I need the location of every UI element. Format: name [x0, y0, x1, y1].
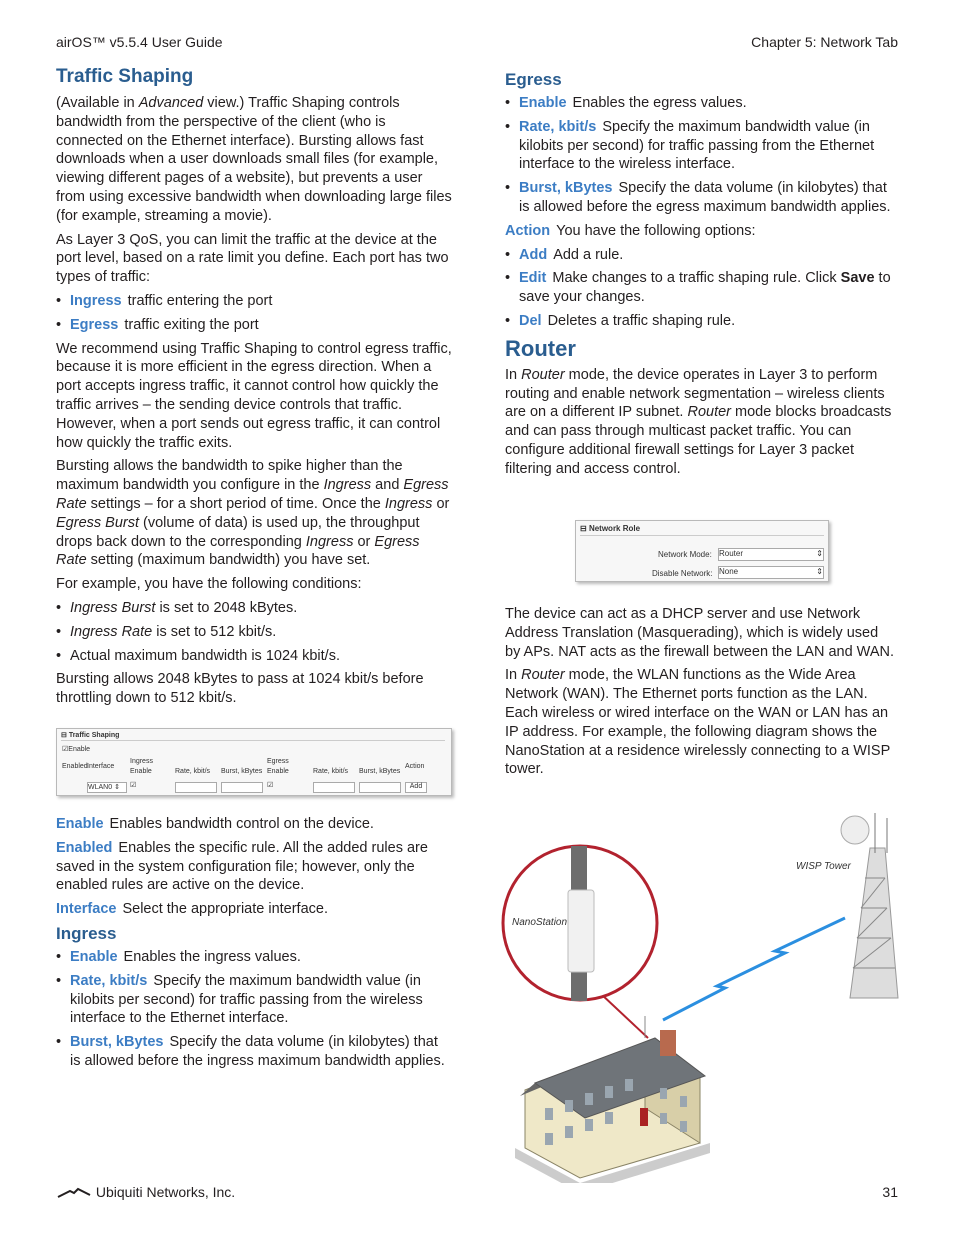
nanostation-device [568, 890, 594, 972]
list-item: • Enable Enables the egress values. [505, 94, 897, 113]
panel-title: ⊟ Traffic Shaping [61, 732, 120, 739]
list [56, 948, 452, 1071]
list-item: • Rate, kbit/s Specify the maximum bandwidth value (in kilobits per second) for traffic passing from the Ethernet interface to the wireless interface. [505, 118, 897, 174]
traffic-shaping-screenshot [56, 728, 452, 796]
ingress-enable-checkbox[interactable]: ☑ [130, 782, 137, 789]
paragraph: In Router mode, the WLAN functions as the Wide Area Network (WAN). The Ethernet ports function as the LAN. Each wireless or wired interface on the WAN or LAN has an IP address. For example, the following diagram shows the NanoStation at a residence wirelessly connecting to a WISP tower. [505, 667, 890, 778]
left-column [56, 66, 452, 713]
list-item: • Ingress Burst is set to 2048 kBytes. [56, 599, 452, 618]
disable-network-label: Disable Network: [652, 569, 713, 578]
definition: Action You have the following options: [505, 222, 756, 239]
list [505, 246, 897, 331]
list-item: • Ingress traffic entering the port [56, 292, 452, 311]
nanostation-label: NanoStation [512, 917, 568, 928]
network-mode-select[interactable]: Router ⇕ [718, 548, 824, 561]
list-item: • Add Add a rule. [505, 246, 897, 265]
disable-network-select[interactable]: None ⇕ [718, 566, 824, 579]
wisp-tower-illustration [841, 813, 898, 998]
paragraph: For example, you have the following conditions: [56, 576, 362, 593]
wireless-link-icon [663, 918, 845, 1020]
col-action: Action [405, 763, 425, 770]
list-item: • Burst, kBytes Specify the data volume (in kilobytes) that is allowed before the egress maximum bandwidth applies. [505, 179, 897, 217]
col-enabled: Enabled [62, 763, 88, 770]
col-ingress: Ingress [130, 758, 153, 765]
col-burst: Burst, kBytes [359, 768, 401, 775]
list-item: • Enable Enables the ingress values. [56, 948, 452, 967]
network-role-screenshot [575, 520, 829, 582]
doc-title: airOS™ v5.5.4 User Guide [56, 34, 223, 50]
col-rate: Rate, kbit/s [175, 768, 211, 775]
list-item: • Rate, kbit/s Specify the maximum bandwidth value (in kilobits per second) for traffic passing from the wireless interface to the Ethernet interface. [56, 972, 452, 1028]
section-title: Router [505, 335, 576, 361]
list [56, 599, 452, 665]
wisp-tower-label: WISP Tower [796, 861, 851, 872]
col-enable: Enable [130, 768, 152, 775]
list [505, 94, 897, 217]
network-diagram [495, 808, 915, 1183]
egress-burst-input[interactable] [359, 782, 401, 793]
footer-left: Ubiquiti Networks, Inc. [56, 1184, 235, 1200]
list-item: • Burst, kBytes Specify the data volume (in kilobytes) that is allowed before the ingress maximum bandwidth applies. [56, 1033, 452, 1071]
paragraph: We recommend using Traffic Shaping to control egress traffic, because it is more efficient in the egress direction. When a port accepts ingress traffic, it cannot control how quickly the traffic arrives – the sending device controls that traffic. However, when a port sends out egress traffic, it can control how quickly the traffic exits. [56, 340, 452, 451]
definition: Enabled Enables the specific rule. All the added rules are saved in the system configuration file; however, only the enabled rules are active on the device. [56, 839, 428, 894]
paragraph: As Layer 3 QoS, you can limit the traffic at the device at the port level, based on a rate limit you define. Each port has two types of traffic: [56, 231, 449, 286]
left-column-lower [56, 815, 452, 1076]
definition: Interface Select the appropriate interface. [56, 901, 328, 918]
paragraph: (Available in Advanced view.) Traffic Shaping controls bandwidth from the perspective of the client (who is connected on the Ethernet interface). Bursting allows fast downloads when a user downloads small files (for example, viewing different pages of a website), but prevents a user from using excessive bandwidth when downloading large files (for example, streaming a movie). [56, 95, 452, 224]
egress-rate-input[interactable] [313, 782, 355, 793]
section-title: Traffic Shaping [56, 66, 194, 87]
list [56, 292, 452, 335]
add-button[interactable]: Add [405, 782, 427, 793]
col-enable: Enable [267, 768, 289, 775]
paragraph: Bursting allows 2048 kBytes to pass at 1024 kbit/s before throttling down to 512 kbit/s. [56, 671, 424, 707]
list-item: • Egress traffic exiting the port [56, 316, 452, 335]
list-item: • Del Deletes a traffic shaping rule. [505, 312, 897, 331]
house-illustration [515, 1030, 710, 1183]
panel-title: ⊟ Network Role [580, 524, 641, 533]
col-burst: Burst, kBytes [221, 768, 263, 775]
ingress-burst-input[interactable] [221, 782, 263, 793]
chapter-title: Chapter 5: Network Tab [751, 34, 898, 50]
subsection-title: Ingress [56, 923, 117, 943]
list-item: • Actual maximum bandwidth is 1024 kbit/s. [56, 647, 452, 666]
page-number: 31 [882, 1184, 898, 1200]
col-interface: Interface [87, 763, 115, 770]
interface-select[interactable]: WLAN0 ⇕ [87, 782, 127, 793]
list-item: • Edit Make changes to a traffic shaping rule. Click Save to save your changes. [505, 269, 897, 307]
paragraph: The device can act as a DHCP server and use Network Address Translation (Masquerading), which is widely used by APs. NAT acts as the firewall between the LAN and WAN. [505, 606, 894, 660]
definition: Enable Enables bandwidth control on the device. [56, 816, 374, 832]
col-rate: Rate, kbit/s [313, 768, 349, 775]
egress-enable-checkbox[interactable]: ☑ [267, 782, 274, 789]
list-item: • Ingress Rate is set to 512 kbit/s. [56, 623, 452, 642]
col-egress: Egress [267, 758, 289, 765]
ubiquiti-logo-icon [56, 1187, 92, 1199]
subsection-title: Egress [505, 70, 562, 89]
paragraph: Bursting allows the bandwidth to spike higher than the maximum bandwidth you configure in the Ingress and Egress Rate settings – for a short period of time. Once the Ingress or Egress Burst (volume of data) is used up, the throughput drops back down to the corresponding Ingress or Egress Rate setting (maximum bandwidth) you have set. [56, 458, 450, 569]
right-column-lower [505, 605, 897, 784]
enable-checkbox[interactable]: ☑Enable [62, 746, 91, 753]
ingress-rate-input[interactable] [175, 782, 217, 793]
right-column [505, 66, 897, 484]
network-mode-label: Network Mode: [658, 550, 712, 559]
paragraph: In Router mode, the device operates in Layer 3 to perform routing and enable network segmentation – wireless clients are on a different IP subnet. Router mode blocks broadcasts and can pass through multicast packet traffic. You can configure additional firewall settings for Layer 3 packet filtering and access control. [505, 366, 892, 477]
